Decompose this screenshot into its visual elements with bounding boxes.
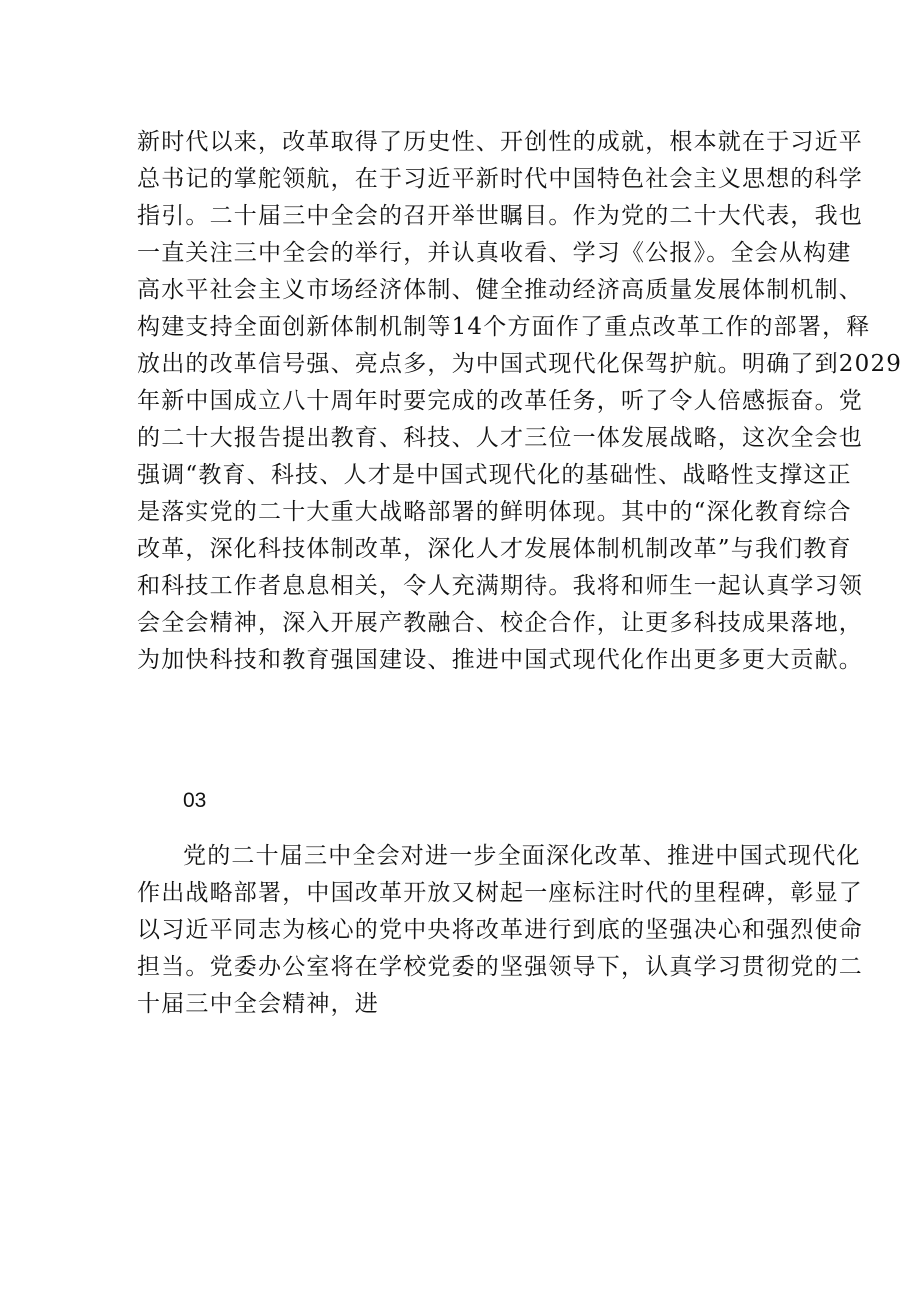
paragraph-line: 一直关注三中全会的举行，并认真收看、学习《公报》。全会从构建 [137, 240, 852, 266]
paragraph-line: 为加快科技和教育强国建设、推进中国式现代化作出更多更大贡献。 [137, 647, 863, 673]
paragraph-2 [137, 838, 863, 1023]
paragraph-line: 总书记的掌舵领航，在于习近平新时代中国特色社会主义思想的科学 [137, 166, 863, 192]
paragraph-line: 放出的改革信号强、亮点多，为中国式现代化保驾护航。明确了到2029 [137, 351, 903, 377]
paragraph-line: 构建支持全面创新体制机制等14个方面作了重点改革工作的部署，释 [137, 314, 871, 340]
paragraph-line: 以习近平同志为核心的党中央将改革进行到底的坚强决心和强烈使命 [137, 917, 863, 943]
paragraph-line: 强调“教育、科技、人才是中国式现代化的基础性、战略性支撑这正 [137, 462, 852, 488]
paragraph-line: 高水平社会主义市场经济体制、健全推动经济高质量发展体制机制、 [137, 277, 863, 303]
paragraph-line: 十届三中全会精神，进 [137, 991, 379, 1017]
paragraph-line: 改革，深化科技体制改革，深化人才发展体制机制改革”与我们教育 [137, 536, 852, 562]
paragraph-line: 指引。二十届三中全会的召开举世瞩目。作为党的二十大代表，我也 [137, 203, 863, 229]
section-number: 03 [183, 789, 207, 812]
paragraph-line: 担当。党委办公室将在学校党委的坚强领导下，认真学习贯彻党的二 [137, 954, 863, 980]
paragraph-line: 作出战略部署，中国改革开放又树起一座标注时代的里程碑，彰显了 [137, 880, 863, 906]
paragraph-line: 是落实党的二十大重大战略部署的鲜明体现。其中的“深化教育综合 [137, 499, 852, 525]
paragraph-line: 会全会精神，深入开展产教融合、校企合作，让更多科技成果落地， [137, 610, 863, 636]
paragraph-line: 党的二十届三中全会对进一步全面深化改革、推进中国式现代化 [183, 843, 861, 869]
paragraph-line: 的二十大报告提出教育、科技、人才三位一体发展战略，这次全会也 [137, 425, 863, 451]
paragraph-line: 和科技工作者息息相关，令人充满期待。我将和师生一起认真学习领 [137, 573, 863, 599]
paragraph-line: 年新中国成立八十周年时要完成的改革任务，听了令人倍感振奋。党 [137, 388, 863, 414]
paragraph-1 [137, 124, 903, 679]
paragraph-line: 新时代以来，改革取得了历史性、开创性的成就，根本就在于习近平 [137, 129, 863, 155]
